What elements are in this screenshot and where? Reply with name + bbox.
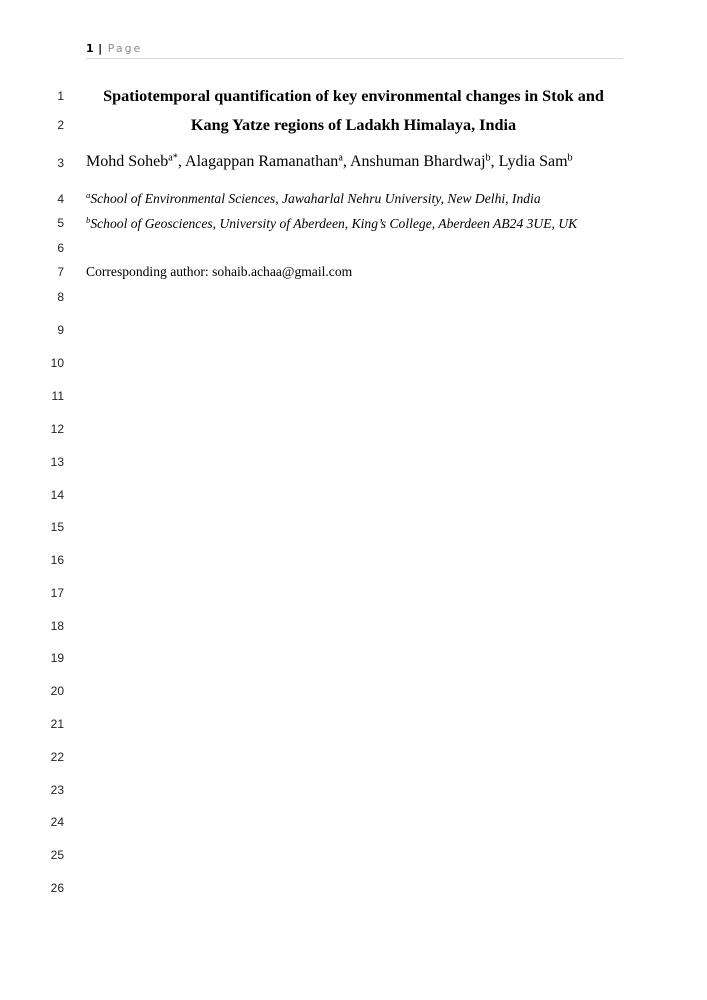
author-separator: , [490,153,499,170]
affiliation-b [86,216,577,232]
line-number: 19 [50,651,64,665]
author-affiliation-mark: a* [168,152,178,164]
line-number: 1 [57,89,64,103]
line-number: 5 [57,216,64,230]
author-name: Anshuman Bhardwaj [349,153,486,170]
author-name: Lydia Sam [498,153,568,170]
page-header [86,42,623,59]
line-number: 10 [50,356,64,370]
line-number: 18 [50,619,64,633]
author-name: Mohd Soheb [86,153,169,170]
author-affiliation-mark: b [485,152,491,164]
line-number: 7 [57,265,64,279]
author-list [86,153,573,171]
line-number: 17 [50,586,64,600]
corresponding-author: Corresponding author: sohaib.achaa@gmail.com [86,264,353,279]
line-number: 8 [57,290,64,304]
line-number: 22 [50,750,64,764]
line-number: 24 [50,815,64,829]
line-number: 26 [50,881,64,895]
author-affiliation-mark: a [338,152,343,164]
line-number: 12 [50,422,64,436]
affiliation-mark: b [86,215,91,226]
line-number: 20 [50,684,64,698]
line-number: 9 [57,323,64,337]
page-word: Page [107,42,143,55]
paper-title-line-1: Spatiotemporal quantification of key environmental changes in Stok and [103,87,604,105]
affiliation-a [86,191,541,207]
affiliation-text: School of Environmental Sciences, Jawaharlal Nehru University, New Delhi, India [90,191,541,206]
line-number: 3 [57,156,64,170]
line-number: 4 [57,192,64,206]
line-number: 11 [51,389,64,403]
affiliation-text: School of Geosciences, University of Aberdeen, King’s College, Aberdeen AB24 3UE, UK [90,216,578,231]
line-number: 25 [50,848,64,862]
author-separator: , [342,153,350,170]
affiliation-mark: a [86,190,91,201]
line-number: 23 [50,783,64,797]
page-number: 1 [86,42,94,55]
author-name: Alagappan Ramanathan [185,153,339,170]
paper-title-line-2: Kang Yatze regions of Ladakh Himalaya, India [190,116,517,134]
line-number: 21 [50,717,64,731]
line-number: 14 [50,488,64,502]
line-number: 13 [50,455,64,469]
header-separator: | [98,42,103,55]
author-separator: , [177,153,186,170]
author-affiliation-mark: b [567,152,573,164]
line-number: 6 [57,241,64,255]
line-number: 16 [50,553,64,567]
line-number: 15 [50,520,64,534]
line-number: 2 [57,118,64,132]
